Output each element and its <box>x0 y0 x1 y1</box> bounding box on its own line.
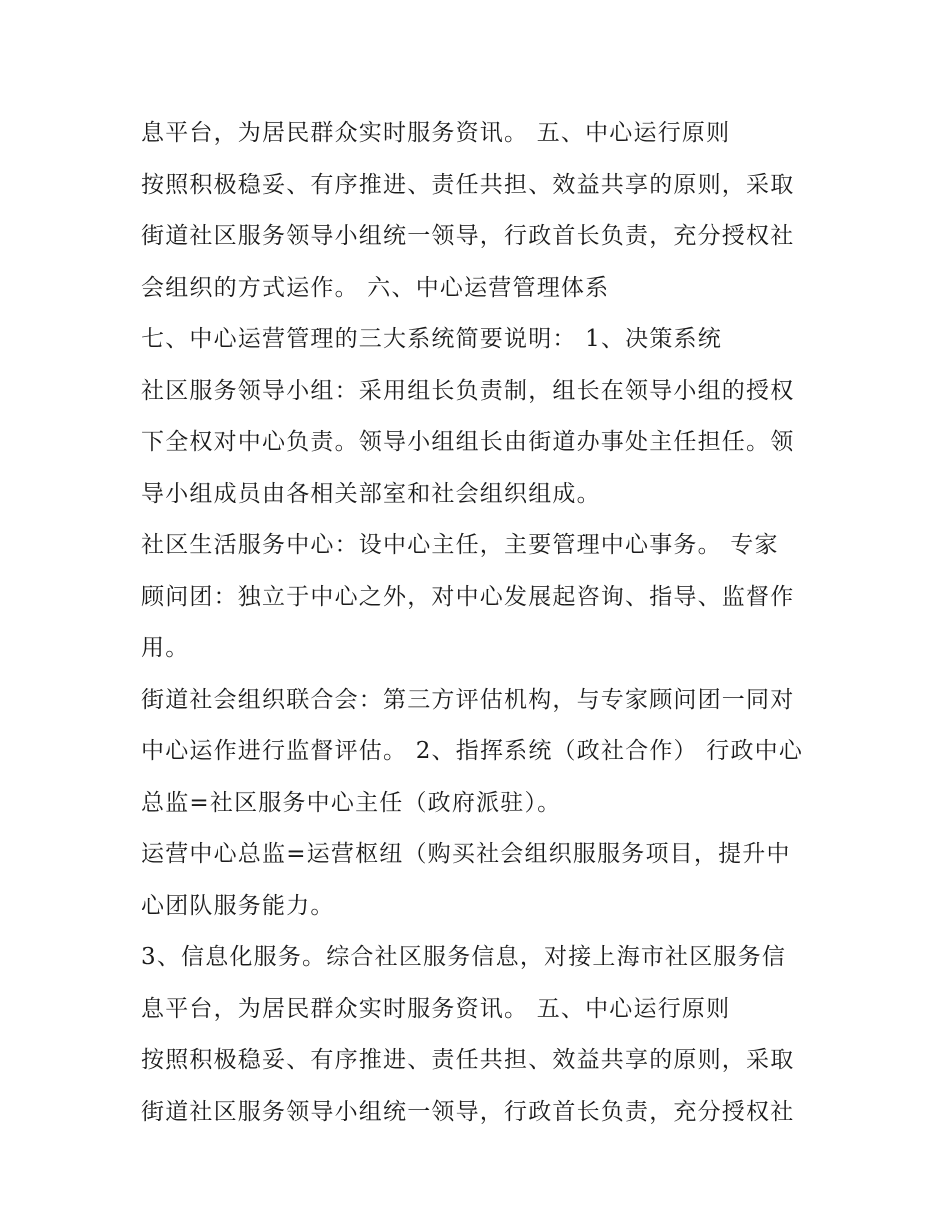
text-line: 总监=社区服务中心主任（政府派驻）。 <box>141 789 562 816</box>
text-line: 街道社区服务领导小组统一领导，行政首长负责，充分授权社 <box>141 223 795 249</box>
document-body <box>141 108 831 1138</box>
text-line: 中心运作进行监督评估。 2、指挥系统（政社合作） 行政中心 <box>141 738 804 764</box>
text-line: 运营中心总监=运营枢纽（购买社会组织服服务项目，提升中 <box>141 841 791 867</box>
text-line: 社区服务领导小组：采用组长负责制，组长在领导小组的授权 <box>141 377 795 404</box>
text-line: 息平台，为居民群众实时服务资讯。 五、中心运行原则 <box>141 995 731 1022</box>
text-line: 按照积极稳妥、有序推进、责任共担、效益共享的原则，采取 <box>141 171 795 198</box>
text-line: 息平台，为居民群众实时服务资讯。 五、中心运行原则 <box>141 120 731 146</box>
text-line: 导小组成员由各相关部室和社会组织组成。 <box>141 480 601 507</box>
text-line: 七、中心运营管理的三大系统简要说明： 1、决策系统 <box>141 326 722 352</box>
text-line: 社区生活服务中心：设中心主任，主要管理中心事务。 专家 <box>141 532 779 558</box>
text-line: 3、信息化服务。综合社区服务信息，对接上海市社区服务信 <box>141 944 787 970</box>
text-line: 下全权对中心负责。领导小组组长由街道办事处主任担任。领 <box>141 429 795 455</box>
text-line: 顾问团：独立于中心之外，对中心发展起咨询、指导、监督作 <box>141 583 795 610</box>
text-line: 会组织的方式运作。 六、中心运营管理体系 <box>141 274 610 301</box>
text-line: 心团队服务能力。 <box>141 892 335 919</box>
text-line: 街道社会组织联合会：第三方评估机构，与专家顾问团一同对 <box>141 686 795 713</box>
text-line: 用。 <box>141 635 190 661</box>
text-line: 按照积极稳妥、有序推进、责任共担、效益共享的原则，采取 <box>141 1047 795 1073</box>
text-line: 街道社区服务领导小组统一领导，行政首长负责，充分授权社 <box>141 1098 795 1125</box>
